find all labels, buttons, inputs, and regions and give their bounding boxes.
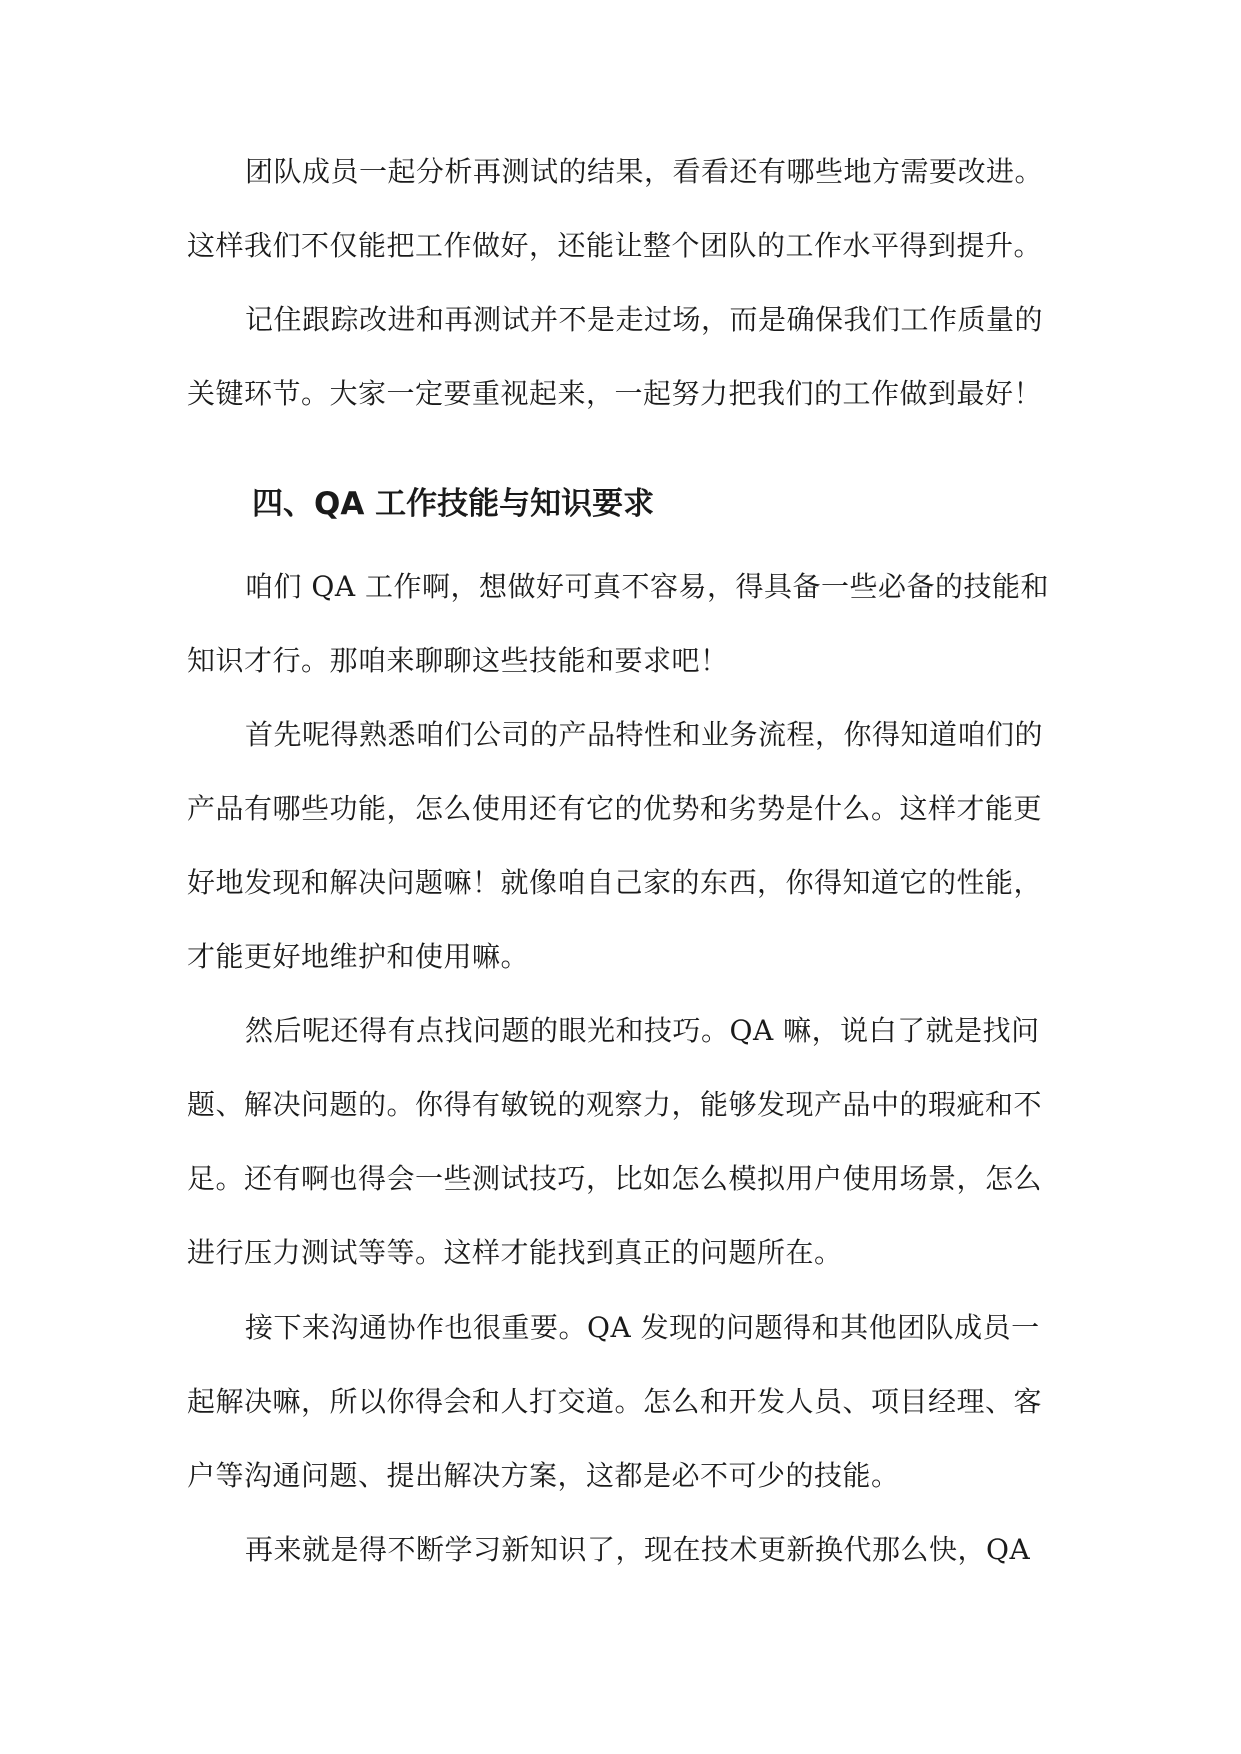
paragraph-line: 接下来沟通协作也很重要。QA 发现的问题得和其他团队成员一 bbox=[245, 1311, 1040, 1344]
paragraph-line: 才能更好地维护和使用嘛。 bbox=[187, 940, 530, 973]
paragraph-line: 足。还有啊也得会一些测试技巧，比如怎么模拟用户使用场景，怎么 bbox=[187, 1162, 1043, 1195]
paragraph-line: 关键环节。大家一定要重视起来，一起努力把我们的工作做到最好！ bbox=[187, 377, 1043, 410]
paragraph-line: 好地发现和解决问题嘛！就像咱自己家的东西，你得知道它的性能， bbox=[187, 866, 1043, 899]
paragraph-line: 户等沟通问题、提出解决方案，这都是必不可少的技能。 bbox=[187, 1459, 900, 1492]
paragraph-line: 首先呢得熟悉咱们公司的产品特性和业务流程，你得知道咱们的 bbox=[245, 718, 1044, 751]
paragraph-line: 然后呢还得有点找问题的眼光和技巧。QA 嘛，说白了就是找问 bbox=[245, 1014, 1040, 1047]
section-heading: 四、QA 工作技能与知识要求 bbox=[252, 486, 655, 522]
paragraph-line: 产品有哪些功能，怎么使用还有它的优势和劣势是什么。这样才能更 bbox=[187, 792, 1043, 825]
paragraph-line: 起解决嘛，所以你得会和人打交道。怎么和开发人员、项目经理、客 bbox=[187, 1385, 1043, 1418]
paragraph-line: 题、解决问题的。你得有敏锐的观察力，能够发现产品中的瑕疵和不 bbox=[187, 1088, 1043, 1121]
paragraph-line: 记住跟踪改进和再测试并不是走过场，而是确保我们工作质量的 bbox=[245, 303, 1044, 336]
paragraph-line: 团队成员一起分析再测试的结果，看看还有哪些地方需要改进。 bbox=[245, 155, 1044, 188]
paragraph-line: 进行压力测试等等。这样才能找到真正的问题所在。 bbox=[187, 1236, 843, 1269]
paragraph-line: 这样我们不仅能把工作做好，还能让整个团队的工作水平得到提升。 bbox=[187, 229, 1043, 262]
paragraph-line: 再来就是得不断学习新知识了，现在技术更新换代那么快，QA bbox=[245, 1533, 1031, 1566]
paragraph-line: 知识才行。那咱来聊聊这些技能和要求吧！ bbox=[187, 644, 729, 677]
paragraph-line: 咱们 QA 工作啊，想做好可真不容易，得具备一些必备的技能和 bbox=[245, 570, 1049, 603]
